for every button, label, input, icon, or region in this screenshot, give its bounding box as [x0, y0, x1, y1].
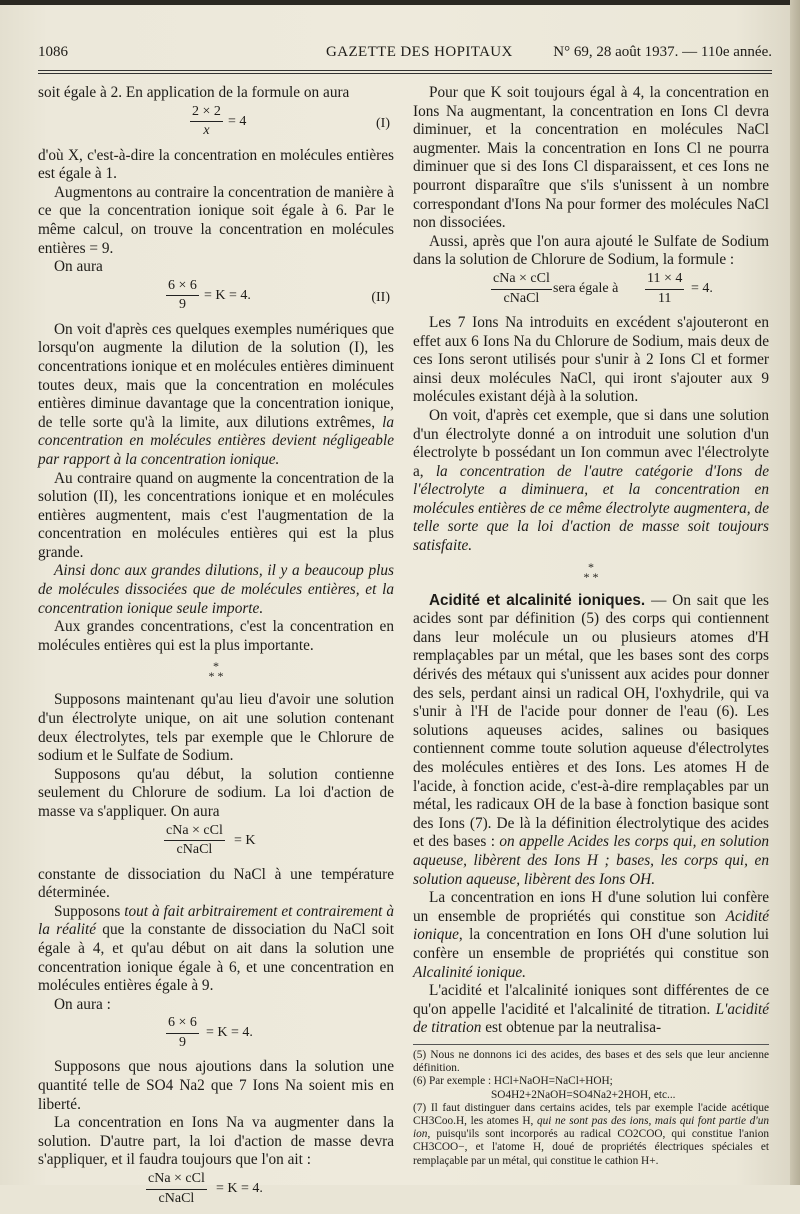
equation-4 — [38, 1014, 394, 1058]
text: On voit, d'après cet exemple, que si dans une solution d'un électrolyte donné a on introduit une solution d'un électrolyte b possédant un Ion commun avec l'électrolyte a, — [413, 406, 769, 480]
paragraph: La concentration en Ions Na va augmenter dans la solution. D'autre part, la loi d'action de masse devra s'appliquer, et il faudra toujours que l'on ait : — [38, 1114, 394, 1169]
equation-text: sera égale à — [553, 280, 619, 296]
section-separator: * * * — [208, 659, 224, 684]
text: On voit d'après ces quelques exemples numériques que lorsqu'on augmente la dilution de la solution (I), les concentrations ionique et en molécules entières diminuent toutes deux, mais que la concentration en molécules entières diminue davantage que la concentration ionique, de telle sorte qu'à la limite, aux dilutions extrêmes, — [38, 320, 394, 431]
equation-tail: = K = 4. — [204, 287, 251, 303]
paragraph — [413, 889, 769, 982]
text: (7) Il faut distinguer dans certains acides, tels par exemple l'acide acétique CH3Coo.H, les atomes H, — [413, 1101, 769, 1127]
equation-2 — [38, 277, 394, 321]
right-column — [413, 84, 769, 1168]
paragraph: On aura : — [54, 995, 111, 1013]
equation-label: (II) — [371, 289, 390, 305]
fraction — [166, 1014, 199, 1052]
page-number: 1086 — [38, 44, 68, 60]
paragraph: Augmentons au contraire la concentration de manière à ce que la concentration ionique soit égale à 6. Par le même calcul, on trouve la concentration en molécules entières = 9. — [38, 183, 394, 257]
section-separator: * * * — [583, 559, 599, 584]
paragraph: Pour que K soit toujours égal à 4, la concentration en Ions Na augmentant, la concentration en Ions Cl devra diminuer, et la concentration en molécules NaCl augmenter. Mais la concentration en Ions Cl ne pourra diminuer que si des Ions Cl disparaissent, et ces Ions ne pourront disparaître que s'ils s'unissent à un nombre correspondant d'Ions Na pour former des molécules NaCl non dissociées. — [413, 84, 769, 232]
text: La concentration en ions H d'une solution lui confère un ensemble de propriétés qui constitue son — [413, 889, 769, 925]
emphasis: tout à fait arbitrairement et contrairement à la réalité — [38, 902, 394, 939]
numerator: cNa × cCl — [148, 1170, 205, 1186]
fraction — [166, 277, 199, 315]
paragraph: d'où X, c'est-à-dire la concentration en molécules entières est égale à 1. — [38, 146, 394, 183]
denominator: x — [190, 121, 223, 141]
text: — On sait que les acides sont par définition (5) des corps qui contiennent dans leur molécule un ou plusieurs atomes d'H remplaçables par un métal, que les bases sont des corps dérivés des métaux qui s'unissent aux acides pour donner des sels, perdant ainsi un radical OH, l'oxhydrile, qui va s'unir à l'H de l'acide pour donner de l'eau (6). Les solutions aqueuses acides, salines ou basiques contiennent comme toute solution aqueuse d'électrolytes des molécules entières et des Ions. Les atomes H de l'acide, à fonction acide, c'est-à-dire remplaçables par un métal, les radicaux OH de la base à fonction basique sont des Ions (7). De là la définition électrolytique des acides et des bases : — [413, 591, 769, 851]
paragraph: Supposons maintenant qu'au lieu d'avoir une solution d'un électrolyte unique, on ait une solution contenant deux électrolytes, tels par exemple que le Chlorure de sodium et le Sulfate de Sodium. — [38, 691, 394, 765]
paragraph: On aura — [54, 258, 103, 276]
footnote-rule — [413, 1044, 769, 1045]
footnote-7 — [413, 1102, 769, 1168]
paragraph: Aux grandes concentrations, c'est la concentration en molécules entières qui est la plus importante. — [38, 618, 394, 654]
fraction — [491, 270, 552, 308]
page-edge — [790, 0, 800, 1185]
equation-3 — [38, 822, 394, 866]
footnote-6 — [413, 1075, 769, 1101]
equation-tail: = 4 — [228, 113, 247, 129]
denominator: 9 — [166, 1033, 199, 1053]
issue-date: N° 69, 28 août 1937. — 110e année. — [553, 44, 772, 60]
paragraph: Aussi, après que l'on aura ajouté le Sulfate de Sodium dans la solution de Chlorure de Sodium, la formule : — [413, 232, 769, 269]
denominator: 11 — [645, 289, 684, 309]
fraction — [146, 1170, 207, 1208]
equation-tail: = K — [234, 832, 256, 848]
paragraph: Ainsi donc aux grandes dilutions, il y a beaucoup plus de molécules dissociées que de molécules entières, et la concentration ionique seule importe. — [38, 562, 394, 617]
equation-6 — [413, 270, 769, 314]
header-rule-2 — [38, 73, 772, 74]
emphasis: la concentration en molécules entières devient négligeable par rapport à la concentration ionique. — [38, 413, 394, 468]
text: L'acidité et l'alcalinité ioniques sont différentes de ce qu'on appelle l'acidité et l'alcalinité de titration. — [413, 982, 769, 1018]
numerator: 2 × 2 — [192, 103, 221, 119]
text: Supposons — [54, 902, 125, 920]
emphasis: Alcalinité ionique. — [413, 963, 527, 981]
emphasis: L'acidité de titration — [413, 1000, 769, 1037]
numerator: 6 × 6 — [168, 1015, 197, 1031]
numerator: 11 × 4 — [647, 270, 683, 286]
denominator: cNaCl — [146, 1189, 207, 1209]
text: (6) Par exemple : HCl+NaOH=NaCl+HOH; — [413, 1075, 613, 1088]
paragraph — [413, 407, 769, 556]
paragraph: soit égale à 2. En application de la formule on aura — [38, 84, 350, 101]
paragraph: Au contraire quand on augmente la concentration de la solution (II), les concentrations ionique et en molécules entières augmentent, mais c'est l'augmentation de la concentration en molécules entières qui est la plus grande. — [38, 469, 394, 561]
equation-label: (I) — [376, 115, 390, 131]
paragraph — [38, 903, 394, 996]
equation-1 — [38, 103, 394, 147]
denominator: cNaCl — [491, 289, 552, 309]
equation-tail: = 4. — [691, 280, 713, 296]
paragraph — [413, 592, 769, 890]
left-column — [38, 84, 394, 1214]
fraction — [190, 103, 223, 141]
journal-title: GAZETTE DES HOPITAUX — [326, 44, 513, 60]
text: , puisqu'ils sont incorporés au radical CO2COO, qui constitue l'anion CH3COO−, et l'atome H, doué de propriétés électriques spéciales et remplaçable par un métal, qui constitue le cathion H+. — [413, 1128, 769, 1167]
top-border — [0, 0, 800, 5]
emphasis: on appelle Acides les corps qui, en solution aqueuse, libèrent des Ions H ; bases, les corps qui, en solution aqueuse, libèrent des Ions OH. — [413, 833, 769, 888]
emphasis: qui ne sont pas des ions, mais qui font partie d'un ion — [413, 1114, 770, 1141]
equation-5 — [38, 1170, 394, 1214]
paragraph: Supposons que nous ajoutions dans la solution une quantité telle de SO4 Na2 que 7 Ions Na soient mis en liberté. — [38, 1058, 394, 1113]
emphasis: la concentration de l'autre catégorie d'Ions de l'électrolyte a diminuera, et la concentration en molécules entières de ce même électrolyte augmentera, de telle sorte que la loi d'action de masse soit toujours satisfaite. — [413, 462, 769, 555]
denominator: 9 — [166, 295, 199, 315]
equation-tail: = K = 4. — [206, 1025, 253, 1041]
footnote-5: (5) Nous ne donnons ici des acides, des bases et des sels que leur ancienne définition. — [413, 1048, 769, 1075]
text: , la concentration en Ions OH d'une solution lui confère un ensemble de propriétés qui constitue son — [413, 926, 769, 962]
numerator: cNa × cCl — [166, 822, 223, 838]
numerator: cNa × cCl — [493, 270, 550, 286]
paragraph: constante de dissociation du NaCl à une température déterminée. — [38, 865, 394, 902]
equation-tail: = K = 4. — [216, 1180, 263, 1196]
section-heading: Acidité et alcalinité ioniques. — [429, 591, 646, 609]
paragraph — [38, 321, 394, 470]
emphasis: Acidité ionique — [413, 907, 769, 944]
header-rule — [38, 70, 772, 71]
fraction — [164, 822, 225, 860]
paragraph — [413, 982, 769, 1038]
text: est obtenue par la neutralisa- — [481, 1019, 662, 1037]
denominator: cNaCl — [164, 840, 225, 860]
running-header — [38, 44, 782, 66]
text: que la constante de dissociation du NaCl soit égale à 4, et qu'au début on ait dans la solution une concentration ionique égale à 6, et une concentration en molécules entières égale à 9. — [38, 921, 394, 995]
text: SO4H2+2NaOH=SO4Na2+2HOH, etc... — [491, 1088, 676, 1101]
numerator: 6 × 6 — [168, 277, 197, 293]
fraction — [645, 270, 684, 308]
paragraph: Les 7 Ions Na introduits en excédent s'ajouteront en effet aux 6 Ions Na du Chlorure de Sodium, mais deux de ces Ions seront utilisés pour s'unir à 2 Ions Cl et former ainsi deux molécules NaCl, qui iront s'ajouter aux 9 molécules existant déjà à la solution. — [413, 313, 769, 406]
paragraph: Supposons qu'au début, la solution contienne seulement du Chlorure de sodium. La loi d'action de masse va s'appliquer. On aura — [38, 765, 394, 820]
